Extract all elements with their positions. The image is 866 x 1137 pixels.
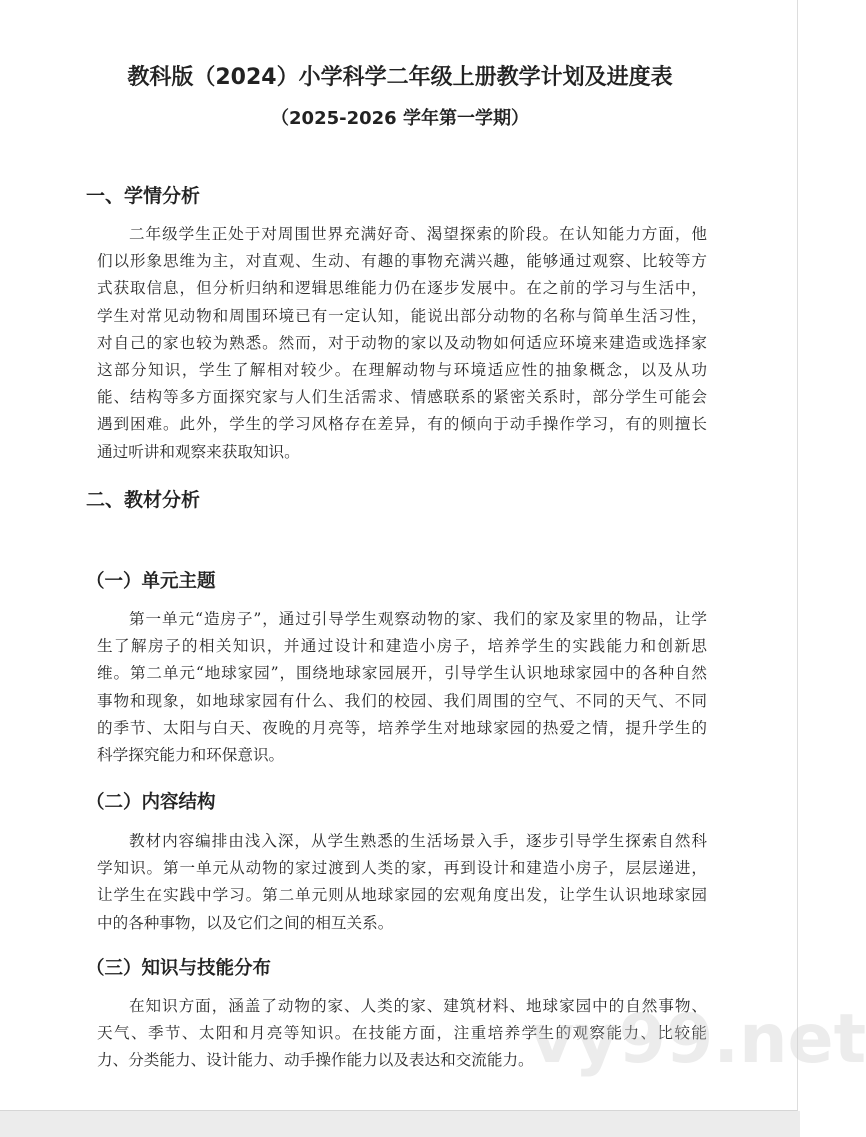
section-heading-student-analysis: 一、学情分析 xyxy=(86,185,201,207)
text-line: 通过听讲和观察来获取知识。 xyxy=(97,442,300,461)
text-line: 让学生在实践中学习。第二单元则从地球家园的宏观角度出发，让学生认识地球家园 xyxy=(97,886,707,905)
text-line: 学生对常见动物和周围环境已有一定认知，能说出部分动物的名称与简单生活习性， xyxy=(97,306,707,325)
text-line: 力、分类能力、设计能力、动手操作能力以及表达和交流能力。 xyxy=(97,1051,534,1070)
document-subtitle: （2025-2026 学年第一学期） xyxy=(271,108,529,129)
paragraph-content-structure xyxy=(97,828,707,937)
text-line: 科学探究能力和环保意识。 xyxy=(97,745,285,764)
page-gap xyxy=(0,1111,800,1137)
section-heading-textbook-analysis: 二、教材分析 xyxy=(86,489,201,511)
text-line: 遇到困难。此外，学生的学习风格存在差异，有的倾向于动手操作学习，有的则擅长 xyxy=(97,415,707,434)
paragraph-knowledge-skills xyxy=(97,993,707,1075)
text-line: 这部分知识，学生了解相对较少。在理解动物与环境适应性的抽象概念，以及从功 xyxy=(97,360,707,379)
subsection-heading-unit-themes: （一）单元主题 xyxy=(86,571,216,592)
text-line: 式获取信息，但分析归纳和逻辑思维能力仍在逐步发展中。在之前的学习与生活中， xyxy=(97,279,707,298)
text-line: 在知识方面，涵盖了动物的家、人类的家、建筑材料、地球家园中的自然事物、 xyxy=(129,997,707,1015)
text-line: 生了解房子的相关知识，并通过设计和建造小房子，培养学生的实践能力和创新思 xyxy=(97,637,707,656)
paragraph-unit-themes xyxy=(97,606,707,769)
document-title: 教科版（2024）小学科学二年级上册教学计划及进度表 xyxy=(127,65,673,90)
text-line: 对自己的家也较为熟悉。然而，对于动物的家以及动物如何适应环境来建造或选择家 xyxy=(97,333,707,352)
text-line: 事物和现象，如地球家园有什么、我们的校园、我们周围的空气、不同的天气、不同 xyxy=(97,691,707,710)
subsection-heading-content-structure: （二）内容结构 xyxy=(86,792,216,813)
text-line: 维。第二单元“地球家园”，围绕地球家园展开，引导学生认识地球家园中的各种自然 xyxy=(97,664,707,683)
text-line: 天气、季节、太阳和月亮等知识。在技能方面，注重培养学生的观察能力、比较能 xyxy=(97,1024,707,1043)
text-line: 二年级学生正处于对周围世界充满好奇、渴望探索的阶段。在认知能力方面，他 xyxy=(129,225,707,243)
subsection-heading-knowledge-skills: （三）知识与技能分布 xyxy=(86,958,272,979)
text-line: 中的各种事物，以及它们之间的相互关系。 xyxy=(97,913,394,932)
text-line: 能、结构等多方面探究家与人们生活需求、情感联系的紧密关系时，部分学生可能会 xyxy=(97,388,707,407)
text-line: 学知识。第一单元从动物的家过渡到人类的家，再到设计和建造小房子，层层递进， xyxy=(97,859,707,878)
text-line: 教材内容编排由浅入深，从学生熟悉的生活场景入手，逐步引导学生探索自然科 xyxy=(129,832,707,850)
text-line: 第一单元“造房子”，通过引导学生观察动物的家、我们的家及家里的物品，让学 xyxy=(129,610,707,628)
text-line: 的季节、太阳与白天、夜晚的月亮等，培养学生对地球家园的热爱之情，提升学生的 xyxy=(97,718,707,737)
watermark: vy99.net xyxy=(530,1000,866,1079)
paragraph-student-analysis xyxy=(97,221,707,466)
text-line: 们以形象思维为主，对直观、生动、有趣的事物充满兴趣，能够通过观察、比较等方 xyxy=(97,252,707,271)
